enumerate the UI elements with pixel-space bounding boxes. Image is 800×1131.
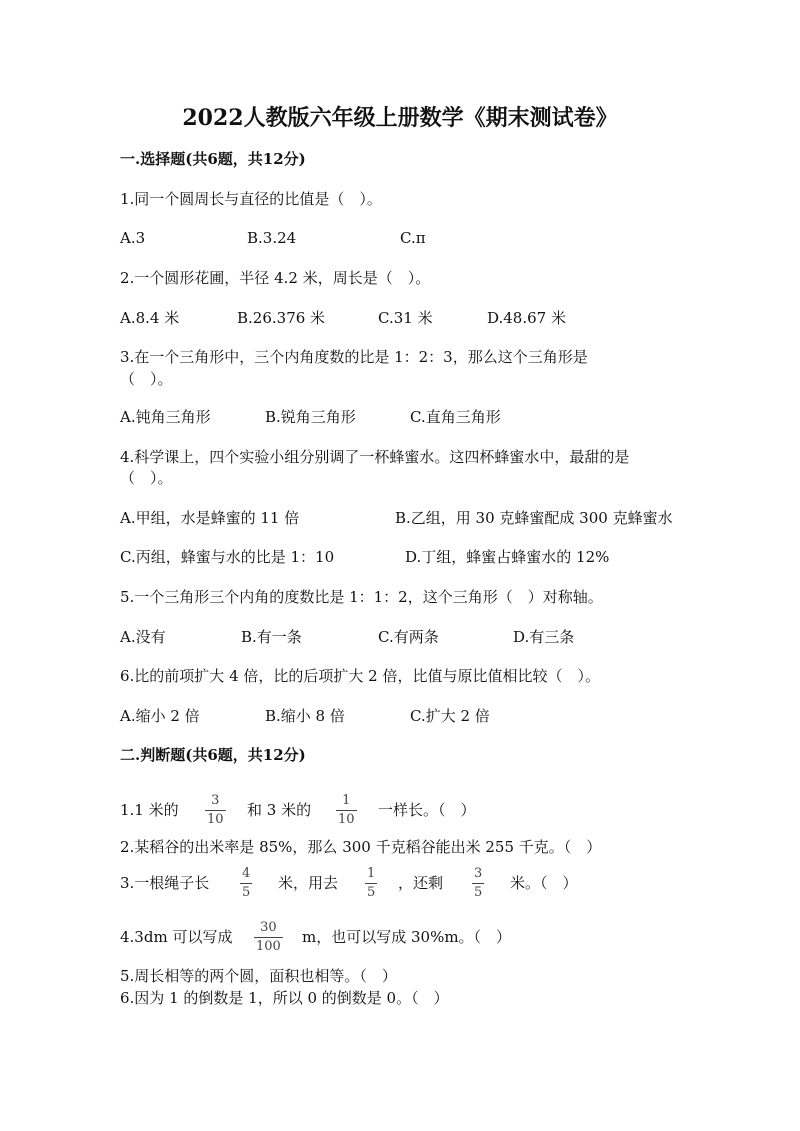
question-1-option-a: A.3 xyxy=(120,229,146,247)
question-1-option-c: C.π xyxy=(400,229,426,247)
judgement-4-part2: m，也可以写成 30%m。（ ） xyxy=(302,928,512,946)
section-heading-judgement: 二.判断题(共6题，共12分) xyxy=(120,746,306,764)
question-2-option-c: C.31 米 xyxy=(378,309,433,327)
judgement-1-fraction-2 xyxy=(336,794,357,827)
fraction-denominator: 100 xyxy=(256,939,281,954)
question-4-stem: 4.科学课上，四个实验小组分别调了一杯蜂蜜水。这四杯蜂蜜水中，最甜的是 xyxy=(120,448,630,466)
judgement-3-fraction-3 xyxy=(472,867,484,900)
question-6-option-a: A.缩小 2 倍 xyxy=(120,707,200,725)
question-5-option-c: C.有两条 xyxy=(378,628,439,646)
fraction-bar xyxy=(472,883,484,884)
judgement-4-fraction xyxy=(254,921,283,954)
question-3-option-b: B.锐角三角形 xyxy=(265,408,356,426)
fraction-denominator: 5 xyxy=(367,885,376,900)
judgement-3-part3: ，还剩 xyxy=(398,874,444,892)
question-4-stem-cont: （ ）。 xyxy=(120,469,173,487)
question-4-option-a: A.甲组，水是蜂蜜的 11 倍 xyxy=(120,509,300,527)
judgement-5: 5.周长相等的两个圆，面积也相等。（ ） xyxy=(120,967,397,985)
fraction-denominator: 5 xyxy=(242,885,251,900)
fraction-bar xyxy=(365,883,377,884)
question-5-option-b: B.有一条 xyxy=(241,628,302,646)
question-6-stem: 6.比的前项扩大 4 倍，比的后项扩大 2 倍，比值与原比值相比较（ ）。 xyxy=(120,667,600,685)
judgement-1-part2: 和 3 米的 xyxy=(247,801,312,819)
question-5-option-a: A.没有 xyxy=(120,628,166,646)
question-2-stem: 2.一个圆形花圃，半径 4.2 米，周长是（ ）。 xyxy=(120,269,431,287)
fraction-numerator: 1 xyxy=(342,793,351,808)
fraction-numerator: 3 xyxy=(474,866,483,881)
question-3-option-a: A.钝角三角形 xyxy=(120,408,211,426)
question-3-option-c: C.直角三角形 xyxy=(410,408,501,426)
fraction-bar xyxy=(254,937,283,938)
question-6-option-b: B.缩小 8 倍 xyxy=(265,707,345,725)
fraction-denominator: 10 xyxy=(207,812,224,827)
judgement-3-part1: 3.一根绳子长 xyxy=(120,874,210,892)
judgement-1-part3: 一样长。（ ） xyxy=(378,801,476,819)
fraction-denominator: 10 xyxy=(338,812,355,827)
question-3-stem-cont: （ ）。 xyxy=(120,370,173,388)
fraction-numerator: 30 xyxy=(260,920,277,935)
judgement-2: 2.某稻谷的出米率是 85%，那么 300 千克稻谷能出米 255 千克。（ ） xyxy=(120,838,602,856)
judgement-4-part1: 4.3dm 可以写成 xyxy=(120,928,233,946)
fraction-bar xyxy=(205,810,226,811)
fraction-denominator: 5 xyxy=(474,885,483,900)
question-6-option-c: C.扩大 2 倍 xyxy=(410,707,490,725)
question-4-option-b: B.乙组，用 30 克蜂蜜配成 300 克蜂蜜水 xyxy=(395,509,673,527)
question-3-stem: 3.在一个三角形中，三个内角度数的比是 1：2：3，那么这个三角形是 xyxy=(120,348,588,366)
question-5-stem: 5.一个三角形三个内角的度数比是 1：1：2，这个三角形（ ）对称轴。 xyxy=(120,588,603,606)
question-2-option-d: D.48.67 米 xyxy=(487,309,566,327)
judgement-1-part1: 1.1 米的 xyxy=(120,801,179,819)
fraction-bar xyxy=(240,883,252,884)
fraction-numerator: 4 xyxy=(242,866,251,881)
question-1-stem: 1.同一个圆周长与直径的比值是（ ）。 xyxy=(120,190,382,208)
question-4-option-d: D.丁组，蜂蜜占蜂蜜水的 12% xyxy=(405,548,610,566)
page-title: 2022人教版六年级上册数学《期末测试卷》 xyxy=(182,105,618,131)
judgement-3-part2: 米，用去 xyxy=(278,874,339,892)
question-4-option-c: C.丙组，蜂蜜与水的比是 1：10 xyxy=(120,548,335,566)
judgement-3-fraction-2 xyxy=(365,867,377,900)
fraction-numerator: 3 xyxy=(211,793,220,808)
question-2-option-a: A.8.4 米 xyxy=(120,309,180,327)
fraction-numerator: 1 xyxy=(367,866,376,881)
fraction-bar xyxy=(336,810,357,811)
judgement-3-part4: 米。（ ） xyxy=(510,874,578,892)
judgement-3-fraction-1 xyxy=(240,867,252,900)
question-5-option-d: D.有三条 xyxy=(513,628,575,646)
question-2-option-b: B.26.376 米 xyxy=(237,309,326,327)
question-1-option-b: B.3.24 xyxy=(247,229,297,247)
section-heading-choice: 一.选择题(共6题，共12分) xyxy=(120,150,306,168)
judgement-6: 6.因为 1 的倒数是 1，所以 0 的倒数是 0。（ ） xyxy=(120,989,449,1007)
judgement-1-fraction-1 xyxy=(205,794,226,827)
